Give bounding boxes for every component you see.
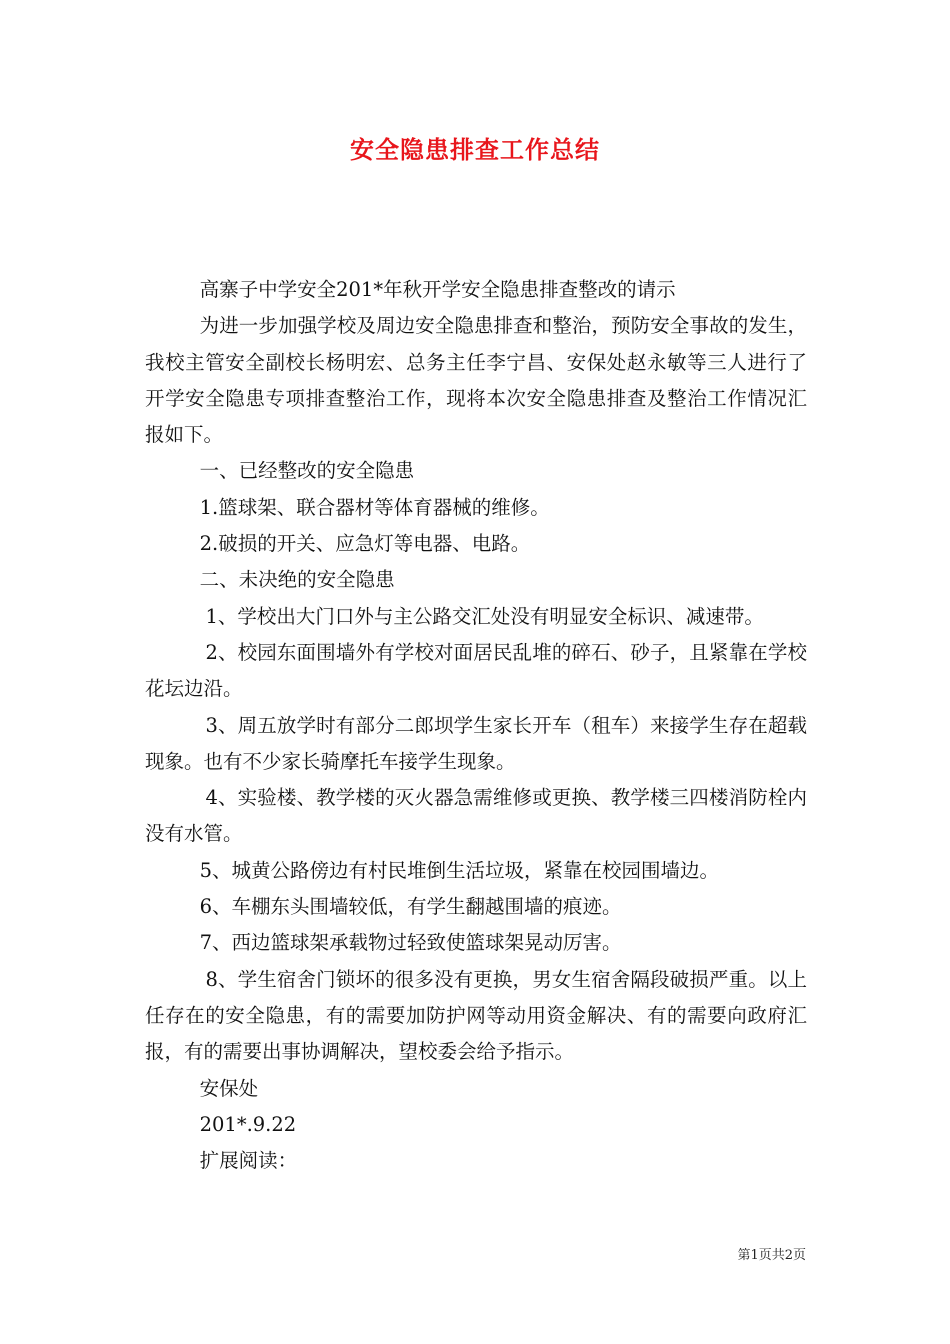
unresolved-item-6: 6、车棚东头围墙较低，有学生翻越围墙的痕迹。 (199, 895, 622, 919)
request-heading: 高寨子中学安全201*年秋开学安全隐患排查整改的请示 (199, 278, 676, 301)
unresolved-item-3: 3、周五放学时有部分二郎坝学生家长开车（租车）来接学生存在超载现象。也有不少家长骑摩托车接学生现象。 (145, 713, 807, 773)
document-title: 安全隐患排查工作总结 (350, 135, 600, 164)
extended-reading-label: 扩展阅读： (199, 1149, 298, 1173)
document-body (145, 272, 807, 1179)
unresolved-item-8: 8、学生宿舍门锁坏的很多没有更换，男女生宿舍隔段破损严重。以上任存在的安全隐患，有的需要加防护网等动用资金解决、有的需要向政府汇报，有的需要出事协调解决，望校委会给予指示。 (145, 967, 807, 1064)
unresolved-item-1: 1、学校出大门口外与主公路交汇处没有明显安全标识、减速带。 (205, 604, 764, 628)
fixed-item-1: 1.篮球架、联合器材等体育器械的维修。 (199, 495, 550, 519)
fixed-item-2: 2.破损的开关、应急灯等电器、电路。 (199, 532, 531, 556)
signature-department: 安保处 (199, 1076, 259, 1100)
intro-paragraph: 为进一步加强学校及周边安全隐患排查和整治，预防安全事故的发生，我校主管安全副校长杨明宏、总务主任李宁昌、安保处赵永敏等三人进行了开学安全隐患专项排查整治工作，现将本次安全隐患排查及整治工作情况汇报如下。 (145, 314, 807, 447)
page-number: 第1页共2页 (737, 1248, 806, 1263)
unresolved-item-2: 2、校园东面围墙外有学校对面居民乱堆的碎石、砂子，且紧靠在学校花坛边沿。 (145, 640, 807, 701)
section-heading-unresolved: 二、未决绝的安全隐患 (199, 568, 395, 592)
unresolved-item-4: 4、实验楼、教学楼的灭火器急需维修或更换、教学楼三四楼消防栓内没有水管。 (145, 786, 807, 846)
unresolved-item-5: 5、城黄公路傍边有村民堆倒生活垃圾，紧靠在校园围墙边。 (199, 858, 720, 882)
unresolved-item-7: 7、西边篮球架承载物过轻致使篮球架晃动厉害。 (199, 931, 622, 955)
section-heading-fixed: 一、已经整改的安全隐患 (199, 459, 415, 483)
signature-date: 201*.9.22 (199, 1112, 297, 1136)
